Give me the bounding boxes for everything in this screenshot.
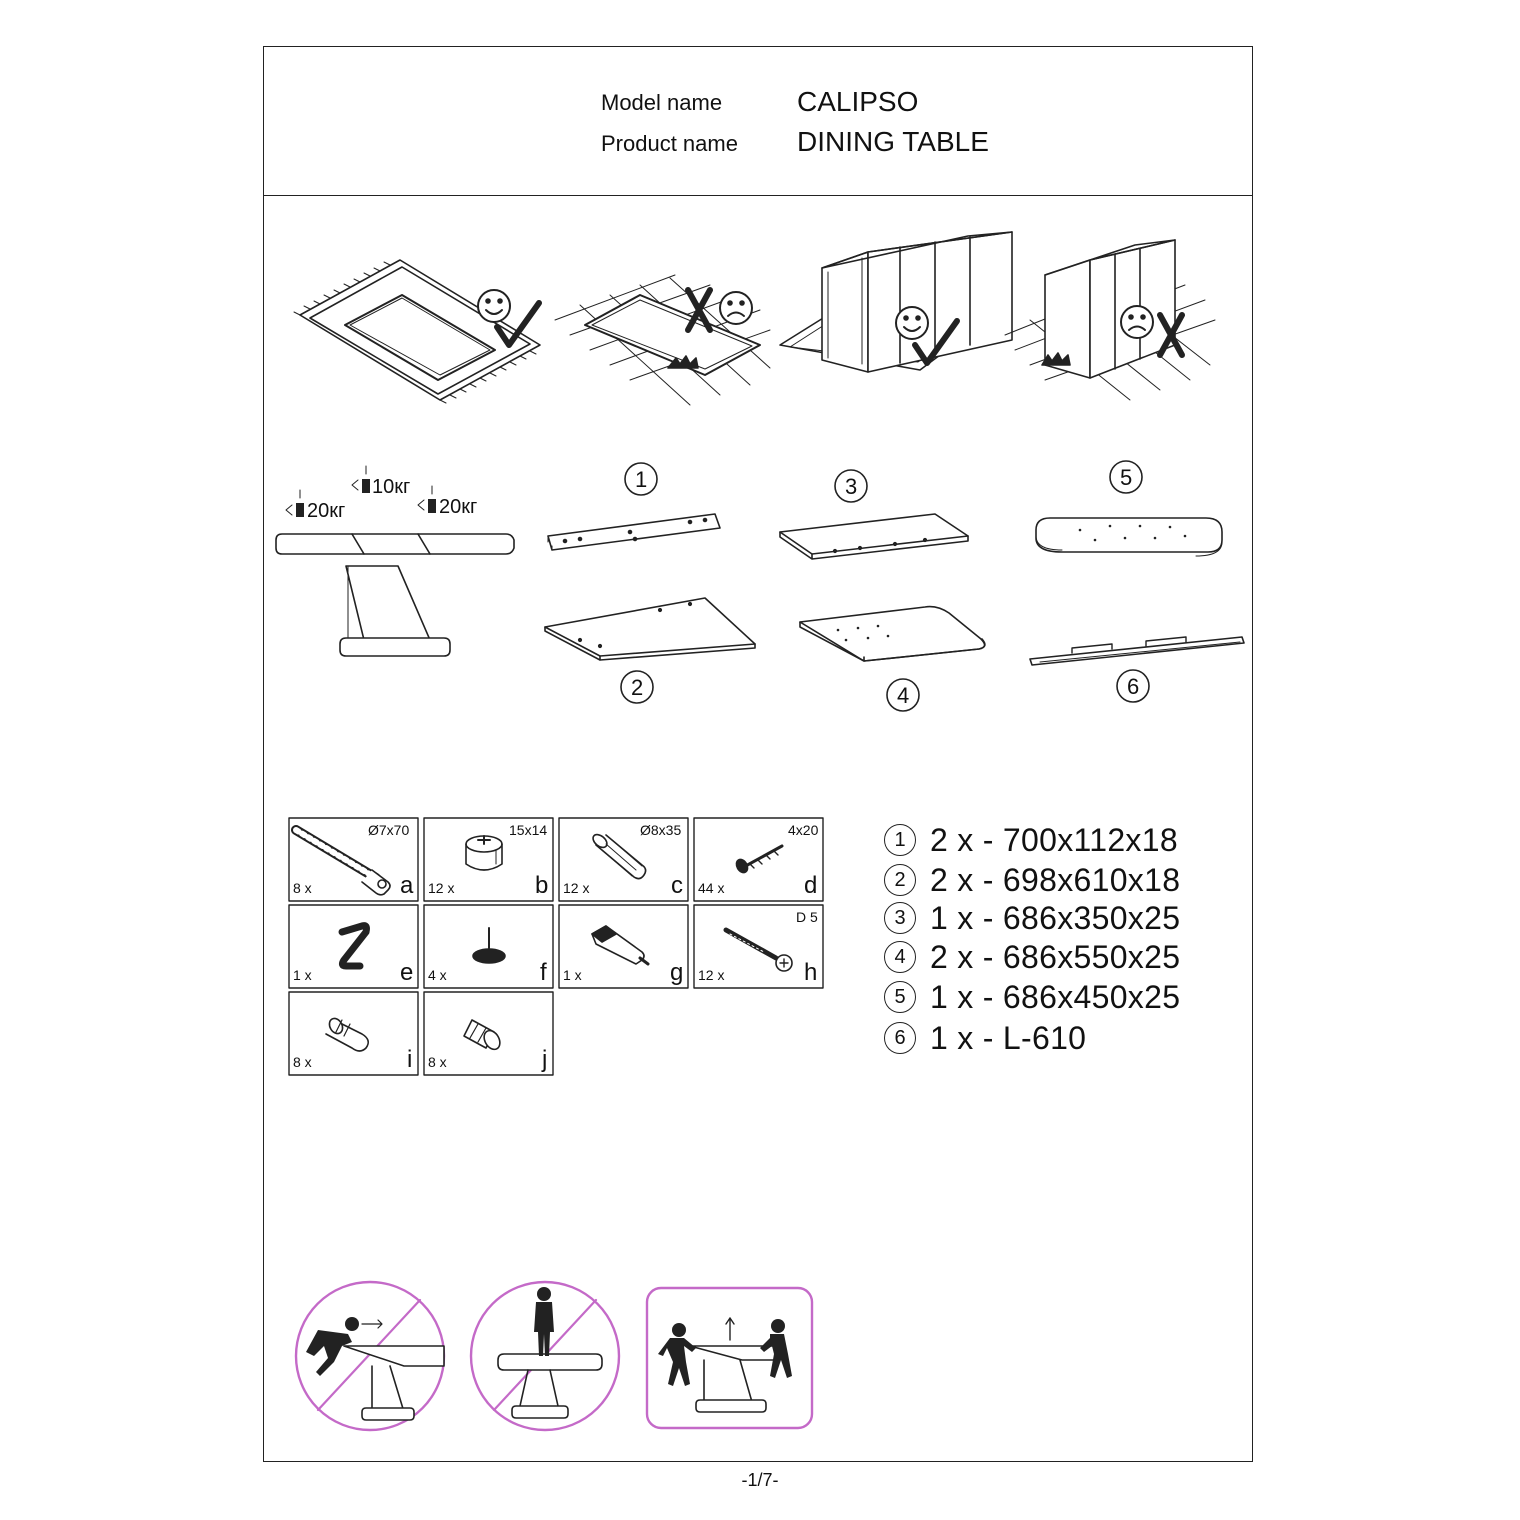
wood-screw-icon [734,846,782,875]
pin-icon [326,1016,368,1051]
hardware-f-letter: f [540,959,547,986]
hardware-h-size: D 5 [796,909,818,925]
hardware-b-size: 15x14 [509,822,548,838]
parts-list-number: 1 [884,824,916,856]
hardware-c-letter: c [671,872,683,899]
no-pushing-warning [296,1282,444,1430]
parts-list-item [884,820,1178,860]
product-name-value: DINING TABLE [797,126,989,157]
smiley-happy-icon [896,307,928,339]
unpack-on-rug-ok [294,260,540,403]
allen-key-icon [342,926,367,966]
panel-4-drawing [800,607,985,661]
hardware-a-size: Ø7x70 [368,822,410,838]
load-label-right: 20кг [439,496,478,518]
panel-1-drawing [548,514,720,550]
hardware-h-letter: h [804,959,818,986]
hardware-d-size: 4x20 [788,822,819,838]
hardware-i-qty: 8 x [293,1054,312,1070]
parts-list-item [884,937,1180,977]
felt-glide-icon [473,928,505,963]
two-person-lift-instruction [647,1288,812,1428]
no-standing-warning [471,1282,619,1430]
hardware-f-qty: 4 x [428,967,447,983]
hardware-a-letter: a [400,872,414,899]
cabinet-on-floor-bad [1005,240,1215,400]
smiley-sad-icon [1121,306,1153,338]
hardware-h-qty: 12 x [698,967,725,983]
smiley-happy-icon [478,290,510,322]
wood-dowel-icon [591,832,646,879]
parts-list-text: 2 x - 698x610x18 [930,861,1181,898]
parts-list-item [884,977,1180,1017]
parts-list-text: 1 x - 686x350x25 [930,899,1181,936]
hardware-j-qty: 8 x [428,1054,447,1070]
unpack-on-floor-bad [555,275,770,405]
panel-5-drawing [1036,518,1222,556]
part-marker-5: 5 [1120,465,1133,490]
parts-list-text: 1 x - 686x450x25 [930,978,1181,1015]
panel-6-drawing [1030,637,1244,665]
part-markers [621,461,1149,711]
hardware-c-qty: 12 x [563,880,590,896]
parts-list-text: 2 x - 700x112x18 [930,821,1178,858]
parts-list-item [884,1018,1086,1058]
load-label-center: 10кг [372,476,411,498]
part-marker-6: 6 [1127,674,1140,699]
glue-tube-icon [592,926,648,964]
smiley-sad-icon [720,292,752,324]
part-marker-1: 1 [635,467,648,492]
part-marker-2: 2 [631,675,644,700]
hardware-i-letter: i [407,1046,413,1073]
parts-list-text: 2 x - 686x550x25 [930,938,1181,975]
hardware-g-qty: 1 x [563,967,582,983]
hardware-b-letter: b [535,872,549,899]
panel-2-drawing [545,598,755,660]
cam-bolt-icon [726,930,792,971]
cam-lock-icon [466,836,502,870]
parts-list-number: 6 [884,1022,916,1054]
hardware-g-letter: g [670,959,684,986]
cabinet-on-rug-ok [780,232,1012,372]
parts-list-number: 3 [884,902,916,934]
hardware-b-qty: 12 x [428,880,455,896]
hardware-a-qty: 8 x [293,880,312,896]
product-name-label: Product name [601,131,738,156]
part-marker-3: 3 [845,474,858,499]
parts-list-item [884,860,1180,900]
sleeve-icon [464,1020,503,1052]
load-label-left: 20кг [307,500,346,522]
hardware-d-letter: d [804,872,818,899]
hardware-j-letter: j [542,1046,548,1073]
hardware-grid [289,818,823,1075]
model-name-value: CALIPSO [797,86,919,117]
parts-list-number: 2 [884,864,916,896]
hardware-e-letter: e [400,959,414,986]
parts-list-number: 5 [884,981,916,1013]
hardware-c-size: Ø8x35 [640,822,682,838]
page-number: -1/7- [741,1470,779,1490]
hardware-d-qty: 44 x [698,880,725,896]
hardware-e-qty: 1 x [293,967,312,983]
parts-list-item [884,898,1180,938]
model-name-label: Model name [601,90,723,115]
parts-list-text: 1 x - L-610 [930,1019,1087,1056]
parts-list-number: 4 [884,941,916,973]
panel-3-drawing [780,514,968,559]
part-marker-4: 4 [897,683,910,708]
